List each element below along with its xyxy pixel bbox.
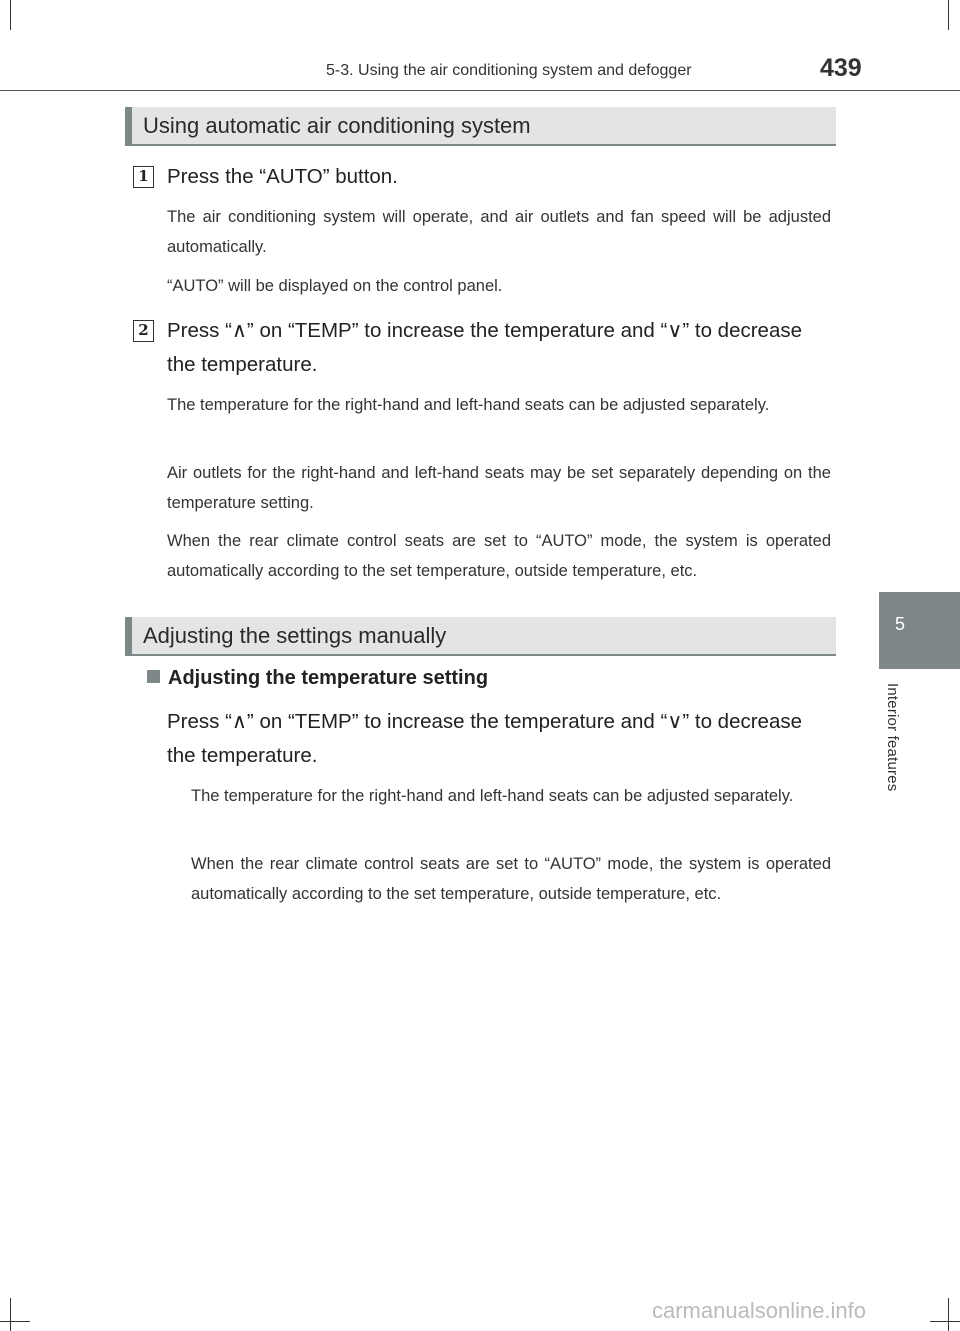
step-number-badge: 2 [133,320,154,342]
step-instruction: Press “∧” on “TEMP” to increase the temperature and “∨” to decrease the temperature. [167,319,803,376]
step-note: “AUTO” will be displayed on the control panel. [167,277,503,295]
crop-mark [0,1321,30,1322]
crop-mark [948,0,949,30]
chapter-side-label [880,683,910,823]
step-note: When the rear climate control seats are set to “AUTO” mode, the system is operated automatically according to the set temperature, outside temperature, etc. [167,532,831,580]
chapter-header: 5-3. Using the air conditioning system and defogger [326,62,692,79]
crop-mark [930,1321,960,1322]
step-note: The temperature for the right-hand and left-hand seats can be adjusted separately. [167,396,770,414]
manual-note: The temperature for the right-hand and left-hand seats can be adjusted separately. [191,787,794,805]
crop-mark [10,1298,11,1331]
step-number-badge: 1 [133,166,154,188]
page-number: 439 [820,54,862,82]
step-note: Air outlets for the right-hand and left-hand seats may be set separately depending on the temperature setting. [167,464,831,512]
header-divider [0,90,960,91]
section-title: Using automatic air conditioning system [143,113,531,138]
crop-mark [948,1298,949,1331]
section-title: Adjusting the settings manually [143,623,447,648]
crop-mark [10,0,11,30]
section-heading-manual [125,617,836,656]
watermark: carmanualsonline.info [652,1298,867,1323]
step-note: The air conditioning system will operate, and air outlets and fan speed will be adjusted automatically. [167,208,831,256]
step-instruction: Press the “AUTO” button. [167,165,398,188]
subheading [147,667,488,690]
chapter-side-text: Interior features [884,683,901,792]
manual-note: When the rear climate control seats are set to “AUTO” mode, the system is operated automatically according to the set temperature, outside temperature, etc. [191,855,831,903]
square-bullet-icon [147,670,160,683]
manual-instruction: Press “∧” on “TEMP” to increase the temperature and “∨” to decrease the temperature. [167,710,803,767]
subheading-text: Adjusting the temperature setting [168,667,489,689]
chapter-tab-number: 5 [895,614,906,634]
section-heading-auto [125,107,836,146]
chapter-tab [879,592,960,669]
